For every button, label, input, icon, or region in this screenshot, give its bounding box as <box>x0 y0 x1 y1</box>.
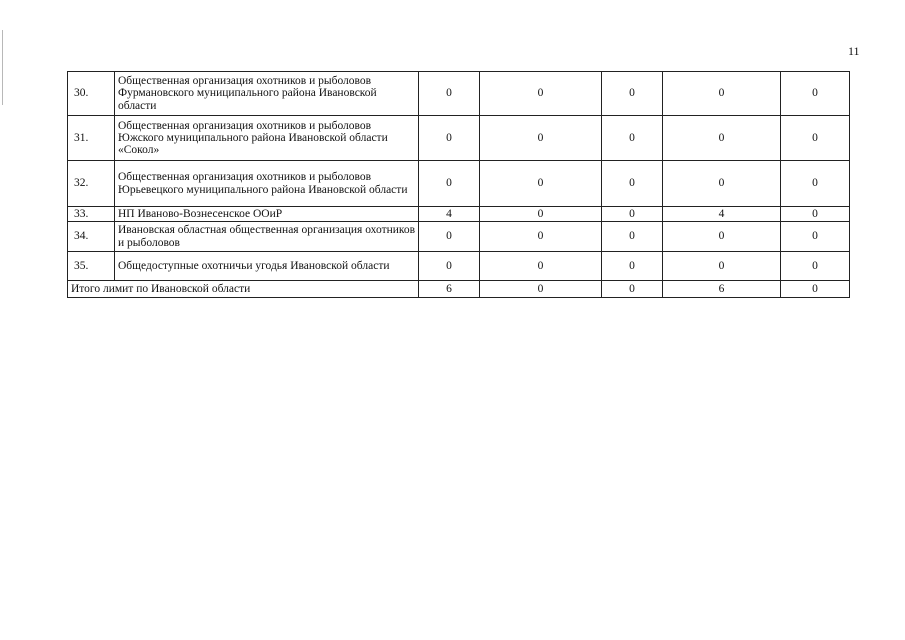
total-row <box>68 281 850 298</box>
limit-value: 0 <box>781 116 850 161</box>
row-number: 34. <box>68 222 115 252</box>
limit-value: 0 <box>419 161 480 207</box>
page-number: 11 <box>848 44 860 58</box>
row-number: 32. <box>68 161 115 207</box>
limit-value: 0 <box>480 222 602 252</box>
limit-value: 0 <box>663 222 781 252</box>
total-label: Итого лимит по Ивановской области <box>68 281 419 298</box>
total-value: 6 <box>663 281 781 298</box>
limit-value: 0 <box>419 72 480 116</box>
limit-value: 0 <box>419 116 480 161</box>
table-row <box>68 222 850 252</box>
limit-value: 0 <box>781 207 850 222</box>
limit-value: 0 <box>480 161 602 207</box>
hunting-limits-table <box>67 71 850 298</box>
table-row <box>68 116 850 161</box>
limit-value: 0 <box>781 252 850 281</box>
row-number: 30. <box>68 72 115 116</box>
total-value: 6 <box>419 281 480 298</box>
limit-value: 0 <box>602 207 663 222</box>
total-value: 0 <box>781 281 850 298</box>
total-value: 0 <box>602 281 663 298</box>
limit-value: 0 <box>419 222 480 252</box>
limit-value: 4 <box>663 207 781 222</box>
limit-value: 0 <box>663 161 781 207</box>
limit-value: 0 <box>480 72 602 116</box>
limit-value: 0 <box>602 161 663 207</box>
organization-name: Ивановская областная общественная организация охотников и рыболовов <box>115 222 419 252</box>
row-number: 31. <box>68 116 115 161</box>
limit-value: 0 <box>663 116 781 161</box>
limit-value: 0 <box>480 116 602 161</box>
limit-value: 0 <box>480 252 602 281</box>
limit-value: 0 <box>419 252 480 281</box>
organization-name: Общественная организация охотников и рыболовов Юрьевецкого муниципального района Ивановской области <box>115 161 419 207</box>
limit-value: 4 <box>419 207 480 222</box>
organization-name: Общественная организация охотников и рыболовов Фурмановского муниципального района Ивановской области <box>115 72 419 116</box>
limit-value: 0 <box>602 222 663 252</box>
table-row <box>68 207 850 222</box>
total-value: 0 <box>480 281 602 298</box>
table-row <box>68 161 850 207</box>
limit-value: 0 <box>663 72 781 116</box>
limit-value: 0 <box>781 72 850 116</box>
limit-value: 0 <box>480 207 602 222</box>
limit-value: 0 <box>663 252 781 281</box>
limit-value: 0 <box>781 161 850 207</box>
table-row <box>68 72 850 116</box>
organization-name: Общественная организация охотников и рыболовов Южского муниципального района Ивановской области «Сокол» <box>115 116 419 161</box>
limit-value: 0 <box>602 72 663 116</box>
limit-value: 0 <box>602 116 663 161</box>
organization-name: Общедоступные охотничьи угодья Ивановской области <box>115 252 419 281</box>
limit-value: 0 <box>781 222 850 252</box>
row-number: 33. <box>68 207 115 222</box>
limit-value: 0 <box>602 252 663 281</box>
scan-edge-mark <box>2 30 3 105</box>
table-row <box>68 252 850 281</box>
row-number: 35. <box>68 252 115 281</box>
organization-name: НП Иваново-Вознесенское ООиР <box>115 207 419 222</box>
